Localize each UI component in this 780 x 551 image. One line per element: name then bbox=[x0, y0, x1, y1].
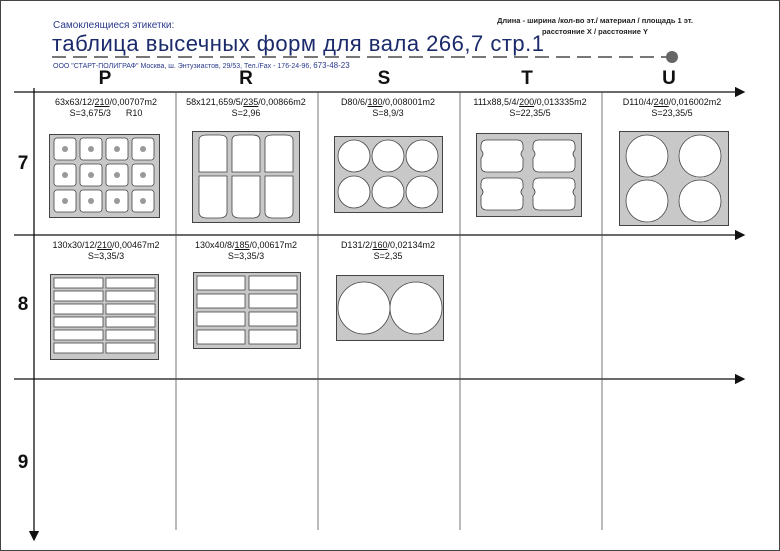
page-title: таблица высечных форм для вала 266,7 стр.1 bbox=[52, 31, 545, 56]
cell-r7-r-spec bbox=[176, 97, 316, 119]
cell-r8-p-spec bbox=[36, 240, 176, 262]
spec-line: D80/6/180/0,008001m2 bbox=[340, 97, 436, 107]
spec-line: 58x121,659/5/235/0,00866m2 bbox=[186, 97, 306, 107]
die-r8-p bbox=[50, 274, 159, 360]
die-r7-u bbox=[619, 131, 729, 226]
cell-r7-t-spec bbox=[460, 97, 600, 119]
die-r8-r bbox=[193, 272, 301, 349]
spec-line: D131/2/160/0,02134m2 bbox=[340, 240, 436, 250]
spec-line-2: S=3,35/3 bbox=[87, 251, 125, 261]
die-r8-s bbox=[336, 275, 444, 341]
spec-line-2: S=2,96 bbox=[231, 108, 261, 118]
label-circles bbox=[335, 137, 442, 212]
label-squares bbox=[50, 135, 159, 217]
spec-line-2: S=8,9/3 bbox=[372, 108, 404, 118]
label-rectangles bbox=[51, 275, 158, 359]
cell-r8-s-spec bbox=[318, 240, 458, 262]
column-header-u: U bbox=[662, 68, 676, 89]
label-rectangles bbox=[194, 273, 300, 348]
company-phone: 673-48-23 bbox=[313, 61, 350, 70]
column-header-r: R bbox=[239, 68, 253, 89]
company-address: Москва, ш. Энтузиастов, 29/53, Тел./Fax - 176-24-96, bbox=[138, 63, 314, 70]
cell-r7-s-spec bbox=[318, 97, 458, 119]
die-r7-t bbox=[476, 133, 582, 217]
spec-line-2: S=3,675/3 R10 bbox=[69, 108, 143, 118]
spec-line: 130x40/8/185/0,00617m2 bbox=[194, 240, 298, 250]
spec-line-2: S=2,35 bbox=[373, 251, 403, 261]
label-circles bbox=[620, 132, 728, 225]
spec-line: 130x30/12/210/0,00467m2 bbox=[52, 240, 160, 250]
spec-line: D110/4/240/0,016002m2 bbox=[622, 97, 722, 107]
row-header-7: 7 bbox=[17, 153, 29, 174]
row-header-9: 9 bbox=[17, 452, 29, 473]
legend-line-2: расстояние X / расстояние Y bbox=[541, 27, 649, 36]
cell-r7-p-spec bbox=[36, 97, 176, 119]
column-header-t: T bbox=[521, 68, 533, 89]
label-circles bbox=[337, 276, 443, 340]
title-dot bbox=[666, 51, 678, 63]
pretitle: Самоклеящиеся этикетки: bbox=[53, 20, 175, 31]
die-r7-p bbox=[49, 134, 160, 218]
spec-line-2: S=22,35/5 bbox=[509, 108, 551, 118]
spec-line: 111x88,5/4/200/0,013335m2 bbox=[473, 97, 587, 107]
column-header-p: P bbox=[98, 68, 112, 89]
spec-line-2: S=3,35/3 bbox=[227, 251, 265, 261]
legend-line-1: Длина - ширина /кол-во эт./ материал / площадь 1 эт. bbox=[497, 16, 693, 25]
label-tall-shapes bbox=[193, 132, 299, 222]
company-name: ООО "СТАРТ-ПОЛИГРАФ" bbox=[53, 63, 139, 70]
label-notched-shapes bbox=[477, 134, 581, 216]
spec-line: 63x63/12/210/0,00707m2 bbox=[54, 97, 158, 107]
column-header-s: S bbox=[377, 68, 391, 89]
die-r7-r bbox=[192, 131, 300, 223]
row-header-8: 8 bbox=[17, 294, 29, 315]
cell-r8-r-spec bbox=[176, 240, 316, 262]
cell-r7-u-spec bbox=[602, 97, 742, 119]
die-r7-s bbox=[334, 136, 443, 213]
spec-line-2: S=23,35/5 bbox=[651, 108, 693, 118]
